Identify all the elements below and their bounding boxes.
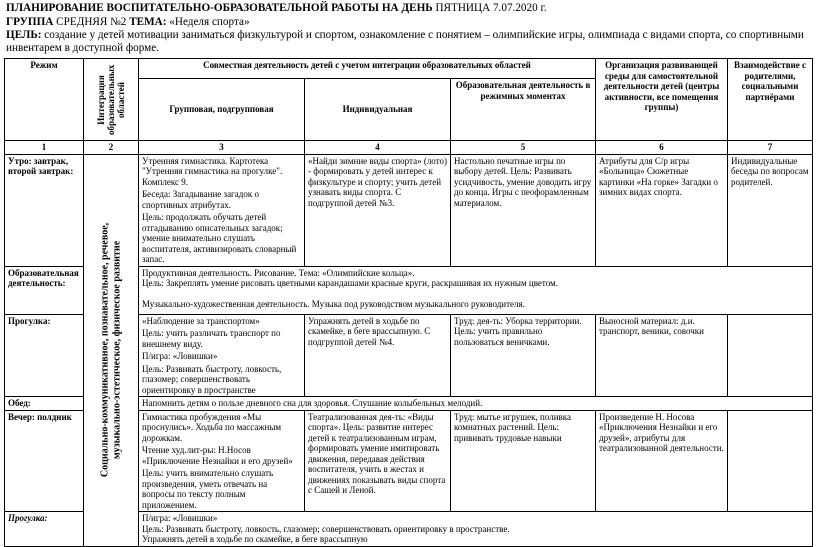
walk2-content [139, 512, 813, 547]
head-educational: Образовательная деятельность в режимных моментах [451, 79, 596, 141]
walk-group [139, 314, 305, 397]
head-individual: Индивидуальная [305, 79, 451, 141]
evening-group [139, 410, 305, 512]
lunch-text: Напомнить детям о пользе дневного сна для здоровья. Слушание колыбельных мелодий. [139, 397, 813, 411]
morning-env: Атрибуты для С/р игры «Больница» Сюжетные картинки «На горке» Загадки о зимних видах спорта. [596, 154, 728, 266]
col-num-3: 3 [139, 141, 305, 155]
areas-vertical [84, 154, 139, 546]
col-num-2: 2 [84, 141, 139, 155]
row-morning [5, 154, 813, 266]
walk-group-p2: Цель: учить различать транспорт по внешнему виду. [142, 328, 281, 349]
theme-label: ТЕМА: [129, 16, 167, 28]
col-num-7: 7 [728, 141, 813, 155]
morning-parents: Индивидуальные беседы по вопросам родителей. [728, 154, 813, 266]
walk-group-p3: П/игра: «Ловишки» [142, 351, 218, 361]
plan-title [6, 2, 547, 15]
morning-group-p3: Цель: продолжать обучать детей отгадыванию описательных загадок; умение внимательно слушать воспитателя, активизировать словарный запас. [142, 212, 297, 264]
evening-env: Произведение Н. Носова «Приключения Незнайки и его друзей», атрибуты для театрализованной деятельности. [596, 410, 728, 512]
head-group: Групповая, подгрупповая [139, 79, 305, 141]
morning-group-p2: Беседа: Загадывание загадок о спортивных атрибутах. [142, 189, 259, 210]
walk2-line-3: Упражнять детей в ходьбе по скамейке, в беге врассыпную [142, 534, 368, 544]
goal-line [6, 29, 810, 42]
walk2-label: Прогулка: [5, 512, 84, 547]
plan-title-date: ПЯТНИЦА 7.07.2020 г. [435, 2, 547, 14]
theme-value: «Неделя спорта» [169, 16, 250, 28]
head-integration-text: Интеграция образовательных областей [96, 64, 126, 135]
lunch-label: Обед: [5, 397, 84, 411]
goal-line-2: инвентарем в доступной форме. [6, 42, 159, 54]
edu-line-2: Цель: Закреплять умение рисовать цветными карандашами красные круги, раскрашивая их нужным цветом. [142, 278, 558, 288]
group-label: ГРУППА [6, 16, 54, 28]
col-num-6: 6 [596, 141, 728, 155]
evening-group-p3: Цель: учить внимательно слушать произведения, уметь отвечать на вопросы по тексту полным приложением. [142, 468, 274, 510]
walk2-line-2: Цель: Развивать быстроту, ловкость, глазомер; совершенствовать ориентировку в пространстве. [142, 523, 510, 534]
morning-individual: «Найди зимние виды спорта» (лото) - формировать у детей интерес к физкультуре и спорту; учить детей узнавать виды спорта. С подгруппой детей №3. [305, 154, 451, 266]
morning-label: Утро: завтрак, второй завтрак: [5, 154, 84, 266]
group-value: СРЕДНЯЯ №2 [56, 16, 127, 28]
walk-env: Выносной материал: д.и. транспорт, веники, совочки [596, 314, 728, 397]
plan-table [4, 58, 813, 547]
walk-group-p1: «Наблюдение за транспортом» [142, 315, 260, 326]
walk-parents [728, 314, 813, 397]
evening-group-p2: Чтение худ.лит-ры: Н.Носов «Приключение Незнайки и его друзей» [142, 445, 293, 466]
morning-group-p1: Утренняя гимнастика. Картотека "Утренняя гимнастика на прогулке". Комплекс 9. [142, 155, 283, 187]
col-num-5: 5 [451, 141, 596, 155]
areas-vertical-text: Социально-коммуникативное, познавательное, речевое, музыкально-эстетическое, физическое развитие [99, 222, 122, 478]
head-integration [84, 59, 139, 141]
morning-educational: Настольно печатные игры по выбору детей. Цель: Развивать усидчивость, умение доводить игру до конца. Игры с пеофорамленным материалом. [451, 154, 596, 266]
group-theme-line [6, 16, 250, 29]
evening-parents [728, 410, 813, 512]
head-mode: Режим [5, 59, 84, 141]
edu-line-3: Музыкально-художественная деятельность. Музыка под руководством музыкального руководителя. [142, 298, 525, 309]
evening-label: Вечер: полдник [5, 410, 84, 512]
col-num-1: 1 [5, 141, 84, 155]
head-env: Организация развивающей среды для самостоятельной деятельности детей (центры активности, все помещения группы) [596, 59, 728, 141]
edu-label: Образовательная деятельность: [5, 266, 84, 314]
evening-group-p1: Гимнастика пробуждения «Мы проснулись». Ходьба по массажным дорожкам. [142, 411, 282, 443]
head-parents: Взаимодействие с родителями, социальными партнёрами [728, 59, 813, 141]
walk-group-p4: Цель: Развивать быстроту, ловкость, глазомер; совершенствовать ориентировку в пространстве [142, 363, 282, 395]
edu-line-1: Продуктивная деятельность. Рисование. Тема: «Олимпийские кольца». [142, 267, 415, 278]
walk2-line-1: П/игра: «Ловишки» [142, 513, 218, 523]
column-numbers-row [5, 141, 813, 155]
head-joint: Совместная деятельность детей с учетом интеграции образовательных областей [139, 59, 596, 79]
morning-group [139, 154, 305, 266]
edu-content [139, 266, 813, 314]
col-num-4: 4 [305, 141, 451, 155]
plan-title-main: ПЛАНИРОВАНИЕ ВОСПИТАТЕЛЬНО-ОБРАЗОВАТЕЛЬНОЙ РАБОТЫ НА ДЕНЬ [6, 2, 433, 14]
goal-text: создание у детей мотивации заниматься физкультурой и спортом, ознакомление с понятием – олимпийские игры, олимпиада с видами спорта, со спортивными [44, 29, 804, 41]
evening-individual: Театрализованная дея-ть: «Виды спорта». Цель: развитие интерес детей к театрализованным играм, формировать умение имитировать движения, передавая действия воспитателя, учить в жестах и движениях показывать виды спорта с Сашей и Леной. [305, 410, 451, 512]
goal-label: ЦЕЛЬ: [6, 29, 42, 41]
evening-educational: Труд: мытье игрушек, поливка комнатных растений. Цель: прививать трудовые навыки [451, 410, 596, 512]
walk-educational: Труд: дея-ть: Уборка территории. Цель: учить правильно пользоваться веничками. [451, 314, 596, 397]
walk-individual: Упражнять детей в ходьбе по скамейке, в беге врассыпную. С подгруппой детей №4. [305, 314, 451, 397]
walk-label: Прогулка: [5, 314, 84, 397]
